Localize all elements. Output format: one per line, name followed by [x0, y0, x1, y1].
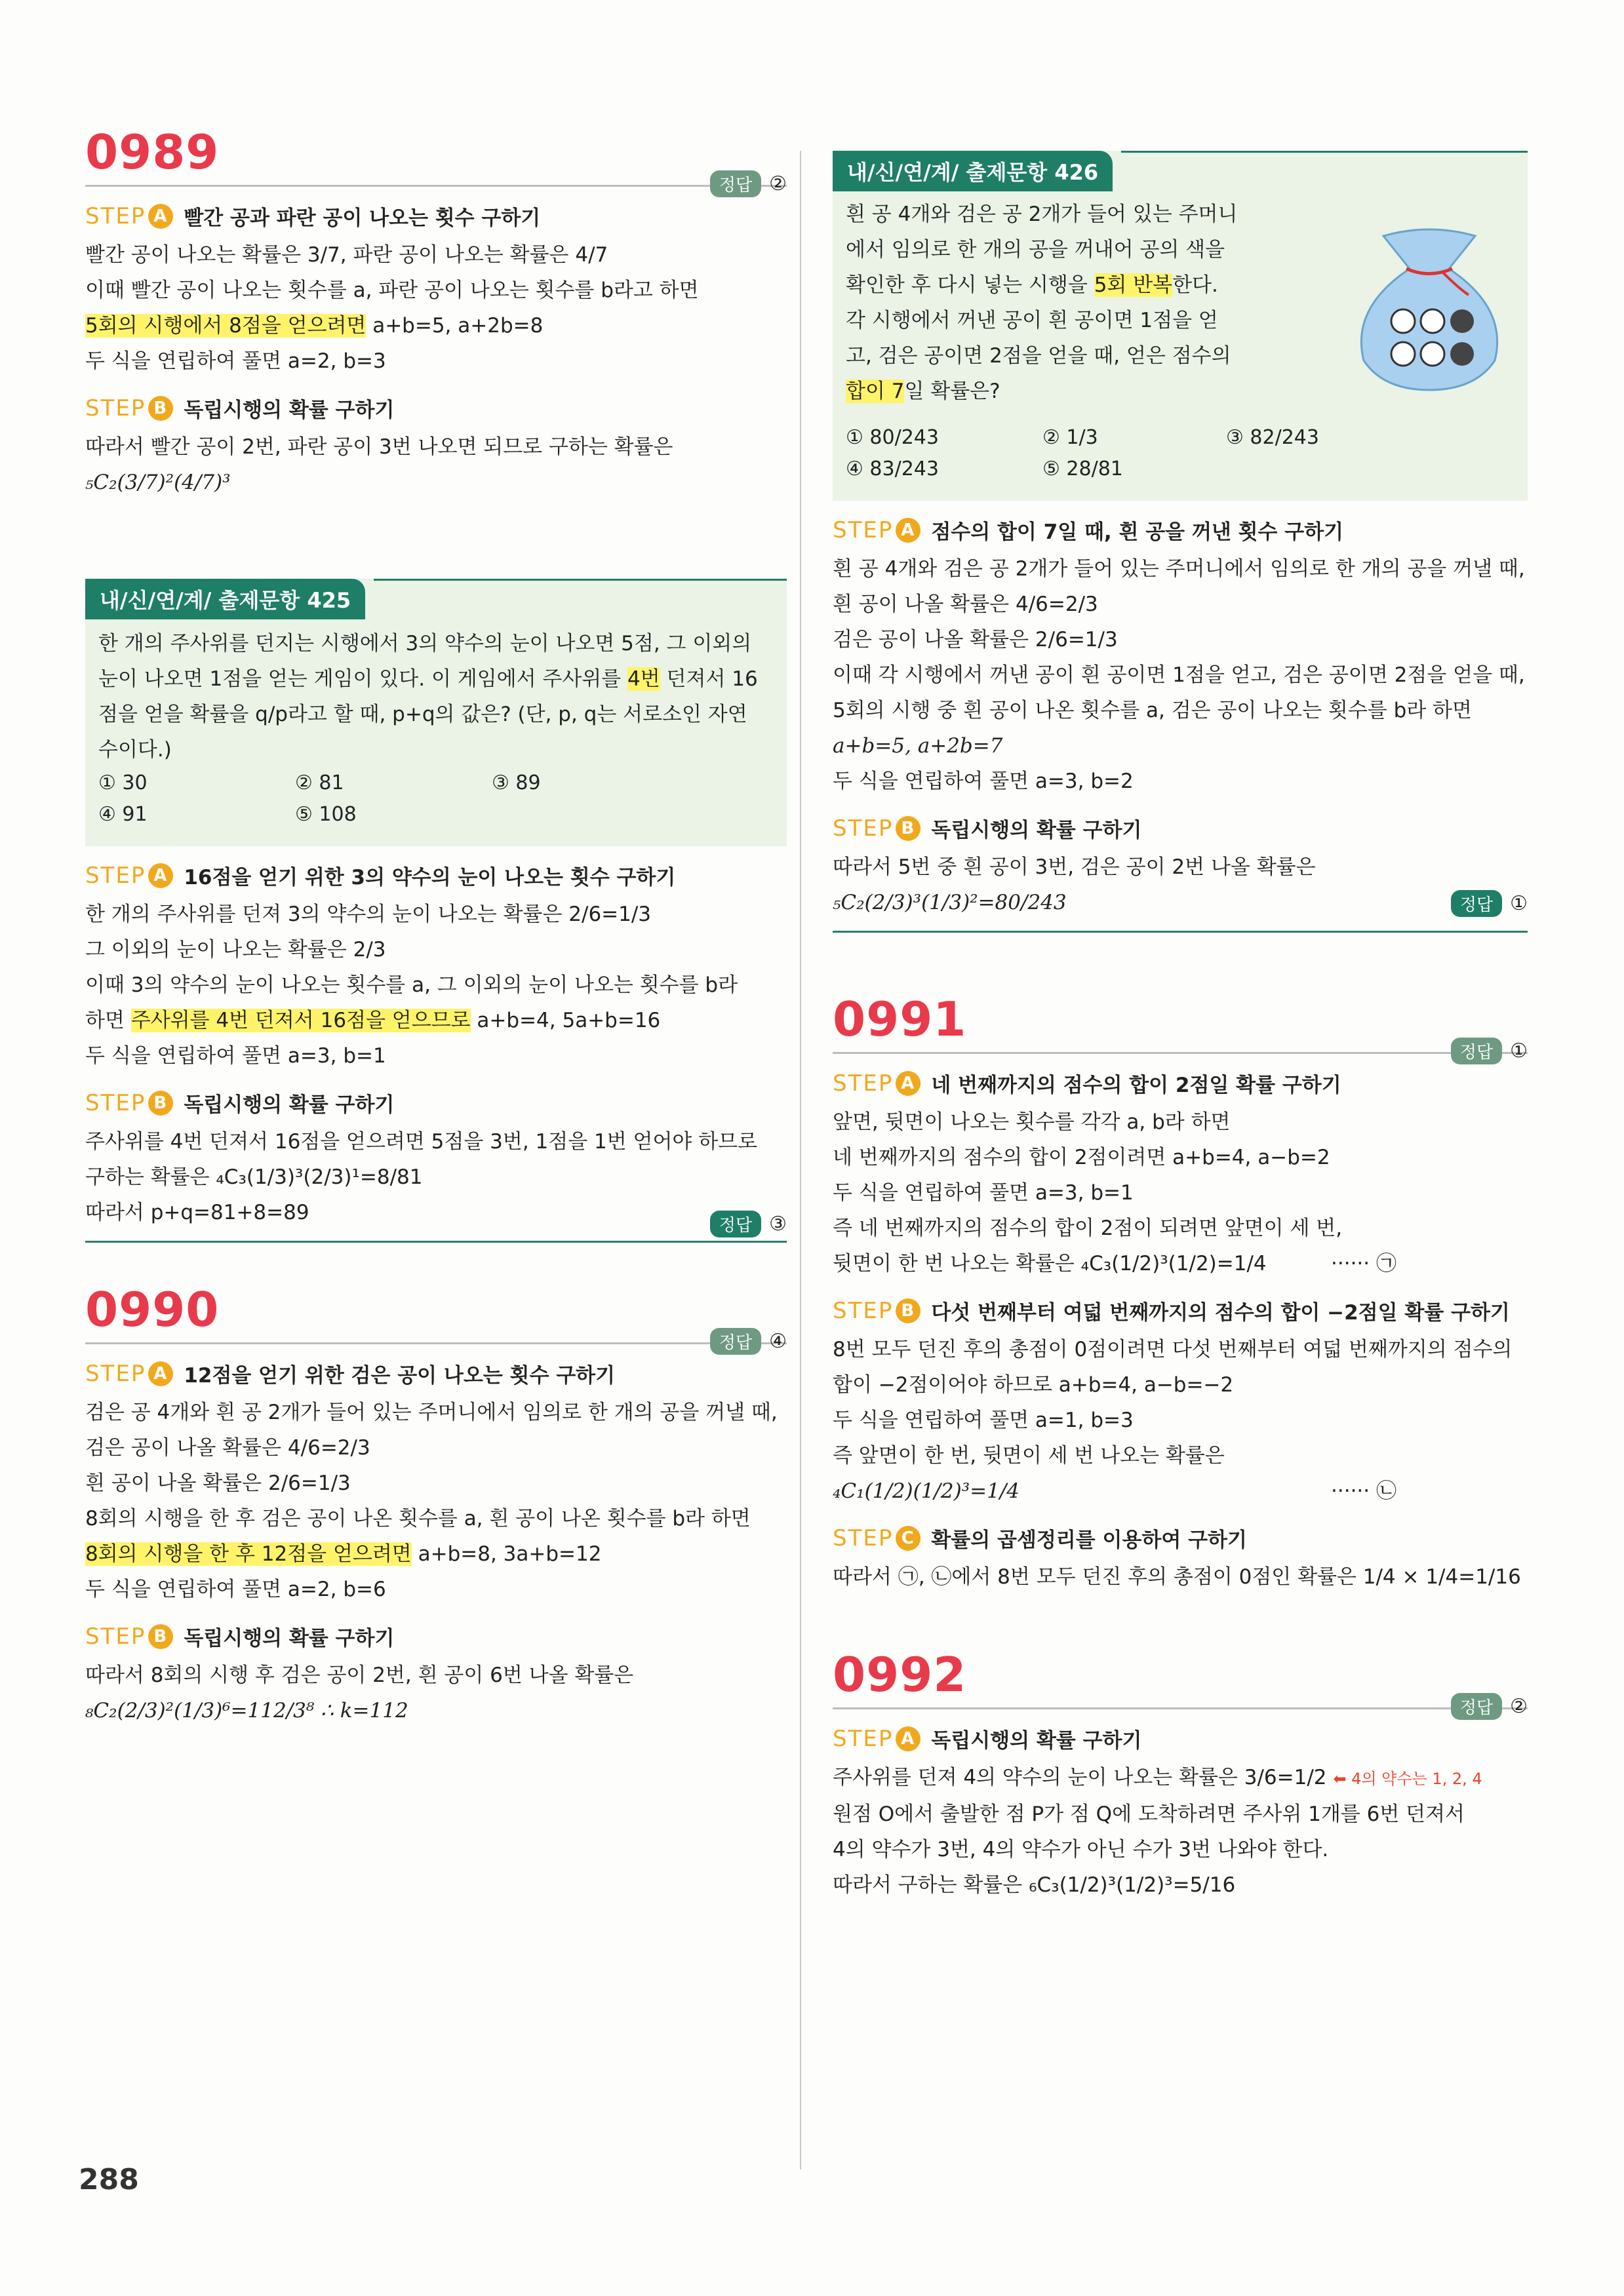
- solution-line: 즉 앞면이 한 번, 뒷면이 세 번 나오는 확률은: [833, 1444, 1225, 1468]
- choice: ③ 82/243: [1226, 426, 1319, 449]
- choice: ④ 91: [98, 803, 148, 826]
- step-title: 빨간 공과 파란 공이 나오는 횟수 구하기: [184, 206, 541, 230]
- problem-0991: [833, 992, 1528, 1595]
- choice: ④ 83/243: [846, 457, 939, 480]
- answer-label: 정답: [710, 1328, 761, 1355]
- solution-line: 이때 3의 약수의 눈이 나오는 횟수를 a, 그 이외의 눈이 나오는 횟수를 b라: [85, 973, 738, 997]
- solution-line: 원점 O에서 출발한 점 P가 점 Q에 도착하려면 주사위 1개를 6번 던져서: [833, 1802, 1465, 1826]
- answer-choices: [85, 768, 787, 830]
- answer-box: [710, 1328, 787, 1355]
- solution-line: 검은 공이 나올 확률은 2/6=1/3: [833, 628, 1118, 652]
- solution-line: 뒷면이 한 번 나오는 확률은 ₄C₃(1/2)³(1/2)=1/4 ······ ㉠: [833, 1252, 1396, 1275]
- tab-line: [374, 579, 787, 581]
- step-title: 독립시행의 확률 구하기: [184, 1627, 395, 1650]
- solution-line: 앞면, 뒷면이 나오는 횟수를 각각 a, b라 하면: [833, 1110, 1231, 1134]
- step-title: 독립시행의 확률 구하기: [184, 1093, 395, 1117]
- formula: ₈C₂(2/3)²(1/3)⁶=112/3⁸ ∴ k=112: [85, 1699, 408, 1722]
- solution-line: 5회의 시행 중 흰 공이 나온 횟수를 a, 검은 공이 나오는 횟수를 b라 하면: [833, 699, 1472, 722]
- divider: [85, 1241, 787, 1243]
- step-title: 독립시행의 확률 구하기: [931, 1729, 1142, 1753]
- divider: [833, 1052, 1528, 1054]
- solution-line: 하면 주사위를 4번 던져서 16점을 얻으므로 a+b=4, 5a+b=16: [85, 1009, 661, 1032]
- step-title: 확률의 곱셈정리를 이용하여 구하기: [931, 1528, 1247, 1552]
- solution-line: 구하는 확률은 ₄C₃(1/3)³(2/3)¹=8/81: [85, 1165, 423, 1189]
- related-problem-426: [833, 151, 1528, 501]
- step-b: [833, 1296, 1528, 1325]
- question-line: 점을 얻을 확률을 q/p라고 할 때, p+q의 값은? (단, p, q는 서로소인 자연: [98, 703, 747, 726]
- step-tag: STEP B: [85, 1090, 173, 1116]
- answer-value: ②: [1510, 1695, 1528, 1718]
- solution-426: [833, 515, 1528, 933]
- step-title: 16점을 얻기 위한 3의 약수의 눈이 나오는 횟수 구하기: [184, 866, 676, 889]
- step-tag: STEP B: [85, 395, 173, 421]
- step-tag: STEP B: [833, 815, 921, 842]
- solution-line: 따라서 8회의 시행 후 검은 공이 2번, 흰 공이 6번 나올 확률은: [85, 1664, 634, 1687]
- problem-number: 0992: [833, 1647, 967, 1702]
- step-tag: STEP B: [833, 1298, 921, 1324]
- solution-line: 8회의 시행을 한 후 검은 공이 나온 횟수를 a, 흰 공이 나온 횟수를 b라 하면: [85, 1507, 751, 1530]
- solution-line: 합이 −2점이어야 하므로 a+b=4, a−b=−2: [833, 1373, 1234, 1397]
- step-tag: STEP A: [833, 517, 921, 543]
- question-line: 확인한 후 다시 넣는 시행을 5회 반복한다.: [846, 273, 1218, 297]
- answer-choices: [833, 422, 1344, 485]
- solution-line: 흰 공 4개와 검은 공 2개가 들어 있는 주머니에서 임의로 한 개의 공을 꺼낼 때,: [833, 557, 1525, 581]
- question-line: 에서 임의로 한 개의 공을 꺼내어 공의 색을: [846, 238, 1225, 262]
- answer-box: [1451, 1693, 1528, 1720]
- step-tag: STEP B: [85, 1624, 173, 1650]
- step-tag: STEP A: [85, 863, 173, 889]
- question-line: 각 시행에서 꺼낸 공이 흰 공이면 1점을 얻: [846, 309, 1218, 332]
- solution-line: 주사위를 던져 4의 약수의 눈이 나오는 확률은 3/6=1/2 ⬅ 4의 약수는 1, 2, 4: [833, 1766, 1482, 1789]
- choice: ⑤ 28/81: [1042, 457, 1123, 480]
- problem-0990: [85, 1282, 787, 1728]
- solution-425: [85, 861, 787, 1243]
- solution-line: 이때 각 시행에서 꺼낸 공이 흰 공이면 1점을 얻고, 검은 공이면 2점을 얻을 때,: [833, 663, 1525, 687]
- step-b: [85, 1088, 787, 1118]
- related-problem-425: [85, 579, 787, 846]
- solution-line: 두 식을 연립하여 풀면 a=3, b=1: [833, 1181, 1134, 1205]
- formula: a+b=5, a+2b=7: [833, 734, 1003, 758]
- problem-0989: [85, 125, 787, 500]
- solution-line: 주사위를 4번 던져서 16점을 얻으려면 5점을 3번, 1점을 1번 얻어야 하므로: [85, 1130, 758, 1154]
- step-title: 다섯 번째부터 여덟 번째까지의 점수의 합이 −2점일 확률 구하기: [931, 1301, 1510, 1325]
- formula: ₅C₂(2/3)³(1/3)²=80/243: [833, 891, 1067, 914]
- solution-line: 두 식을 연립하여 풀면 a=3, b=1: [85, 1044, 386, 1068]
- step-tag: STEP A: [85, 203, 173, 229]
- step-a: [85, 201, 787, 231]
- solution-line: 따라서 ㉠, ㉡에서 8번 모두 던진 후의 총점이 0점인 확률은 1/4 × 1/4=1/16: [833, 1565, 1521, 1589]
- solution-line: 빨간 공이 나오는 확률은 3/7, 파란 공이 나오는 확률은 4/7: [85, 243, 608, 267]
- question-line: 합이 7일 확률은?: [846, 379, 1000, 403]
- choice: ① 80/243: [846, 426, 939, 449]
- related-problem-tab: 내/신/연/계/ 출제문항 425: [85, 579, 365, 619]
- solution-line: 흰 공이 나올 확률은 2/6=1/3: [85, 1471, 351, 1495]
- choice: ⑤ 108: [295, 803, 357, 826]
- step-tag: STEP A: [833, 1726, 921, 1752]
- left-column: [85, 125, 787, 1728]
- step-title: 점수의 합이 7일 때, 흰 공을 꺼낸 횟수 구하기: [931, 520, 1344, 544]
- step-tag: STEP A: [833, 1070, 921, 1097]
- column-divider: [800, 151, 801, 2170]
- solution-line: 5회의 시행에서 8점을 얻으려면 a+b=5, a+2b=8: [85, 314, 544, 338]
- choice: ② 1/3: [1042, 426, 1098, 449]
- problem-number: 0989: [85, 125, 220, 180]
- divider: [833, 1707, 1528, 1709]
- question-line: 수이다.): [98, 738, 172, 762]
- answer-value: ①: [1510, 1040, 1528, 1062]
- answer-box: [710, 170, 787, 197]
- divider: [85, 185, 787, 187]
- solution-line: 한 개의 주사위를 던져 3의 약수의 눈이 나오는 확률은 2/6=1/3: [85, 903, 652, 926]
- step-title: 12점을 얻기 위한 검은 공이 나오는 횟수 구하기: [184, 1364, 616, 1388]
- step-a: [833, 1068, 1528, 1098]
- solution-line: 두 식을 연립하여 풀면 a=1, b=3: [833, 1409, 1134, 1432]
- question-line: 한 개의 주사위를 던지는 시행에서 3의 약수의 눈이 나오면 5점, 그 이외의: [98, 632, 752, 655]
- step-a: [85, 861, 787, 890]
- answer-box: 정답 ①: [1451, 890, 1528, 917]
- step-title: 독립시행의 확률 구하기: [184, 399, 395, 422]
- pouch-illustration: [1344, 216, 1515, 393]
- question-line: 눈이 나오면 1점을 얻는 게임이 있다. 이 게임에서 주사위를 4번 던져서 16: [98, 667, 758, 691]
- highlight: 5회의 시행에서 8점을 얻으려면: [85, 314, 366, 338]
- question-line: 흰 공 4개와 검은 공 2개가 들어 있는 주머니: [846, 203, 1238, 226]
- step-title: 독립시행의 확률 구하기: [931, 819, 1142, 842]
- step-tag: STEP C: [833, 1525, 921, 1551]
- solution-line: 두 식을 연립하여 풀면 a=3, b=2: [833, 769, 1134, 793]
- side-note: ⬅ 4의 약수는 1, 2, 4: [1333, 1770, 1482, 1788]
- question-line: 고, 검은 공이면 2점을 얻을 때, 얻은 점수의: [846, 344, 1231, 368]
- related-problem-tab: 내/신/연/계/ 출제문항 426: [833, 151, 1113, 191]
- solution-line: ₄C₁(1/2)(1/2)³=1/4 ······ ㉡: [833, 1479, 1396, 1503]
- choice: ③ 89: [492, 771, 541, 794]
- step-b: [833, 813, 1528, 843]
- solution-line: 따라서 p+q=81+8=89: [85, 1201, 309, 1224]
- problem-number: 0990: [85, 1282, 220, 1337]
- step-c: [833, 1523, 1528, 1553]
- page-number: 288: [79, 2163, 139, 2196]
- divider: [833, 931, 1528, 933]
- problem-0992: [833, 1647, 1528, 1903]
- formula: ₅C₂(3/7)²(4/7)³: [85, 471, 231, 494]
- step-a: [833, 515, 1528, 545]
- solution-line: 4의 약수가 3번, 4의 약수가 아닌 수가 3번 나와야 한다.: [833, 1838, 1329, 1861]
- solution-line: 이때 빨간 공이 나오는 횟수를 a, 파란 공이 나오는 횟수를 b라고 하면: [85, 279, 699, 302]
- divider: [85, 1342, 787, 1344]
- solution-line: 즉 네 번째까지의 점수의 합이 2점이 되려면 앞면이 세 번,: [833, 1216, 1343, 1240]
- answer-box: [1451, 1038, 1528, 1064]
- solution-line: 따라서 빨간 공이 2번, 파란 공이 3번 나오면 되므로 구하는 확률은: [85, 435, 673, 459]
- answer-value: ④: [769, 1330, 787, 1353]
- step-tag: STEP A: [85, 1361, 173, 1387]
- solution-line: 두 식을 연립하여 풀면 a=2, b=6: [85, 1578, 386, 1601]
- solution-line: 검은 공 4개와 흰 공 2개가 들어 있는 주머니에서 임의로 한 개의 공을 꺼낼 때,: [85, 1401, 778, 1424]
- solution-line: 8회의 시행을 한 후 12점을 얻으려면 a+b=8, 3a+b=12: [85, 1542, 602, 1566]
- step-a: [85, 1359, 787, 1388]
- step-title: 네 번째까지의 점수의 합이 2점일 확률 구하기: [931, 1074, 1341, 1097]
- tab-line: [1121, 151, 1528, 153]
- step-b: [85, 393, 787, 423]
- step-b: [85, 1622, 787, 1651]
- solution-line: 그 이외의 눈이 나오는 확률은 2/3: [85, 938, 386, 962]
- solution-line: 8번 모두 던진 후의 총점이 0점이려면 다섯 번째부터 여덟 번째까지의 점수의: [833, 1338, 1513, 1361]
- problem-number: 0991: [833, 992, 967, 1047]
- right-column: [833, 151, 1528, 1903]
- answer-value: ②: [769, 172, 787, 195]
- answer-label: 정답: [1451, 1693, 1502, 1720]
- solution-line: 네 번째까지의 점수의 합이 2점이려면 a+b=4, a−b=2: [833, 1146, 1330, 1169]
- solution-line: 따라서 5번 중 흰 공이 3번, 검은 공이 2번 나올 확률은: [833, 855, 1316, 879]
- step-a: [833, 1724, 1528, 1753]
- answer-label: 정답: [710, 170, 761, 197]
- solution-line: 검은 공이 나올 확률은 4/6=2/3: [85, 1436, 370, 1460]
- solution-line: 흰 공이 나올 확률은 4/6=2/3: [833, 593, 1098, 616]
- choice: ① 30: [98, 771, 148, 794]
- solution-line: 두 식을 연립하여 풀면 a=2, b=3: [85, 349, 386, 373]
- solution-line: 따라서 구하는 확률은 ₆C₃(1/2)³(1/2)³=5/16: [833, 1873, 1236, 1897]
- answer-box: 정답 ③: [710, 1211, 787, 1237]
- answer-label: 정답: [1451, 1038, 1502, 1064]
- choice: ② 81: [295, 771, 344, 794]
